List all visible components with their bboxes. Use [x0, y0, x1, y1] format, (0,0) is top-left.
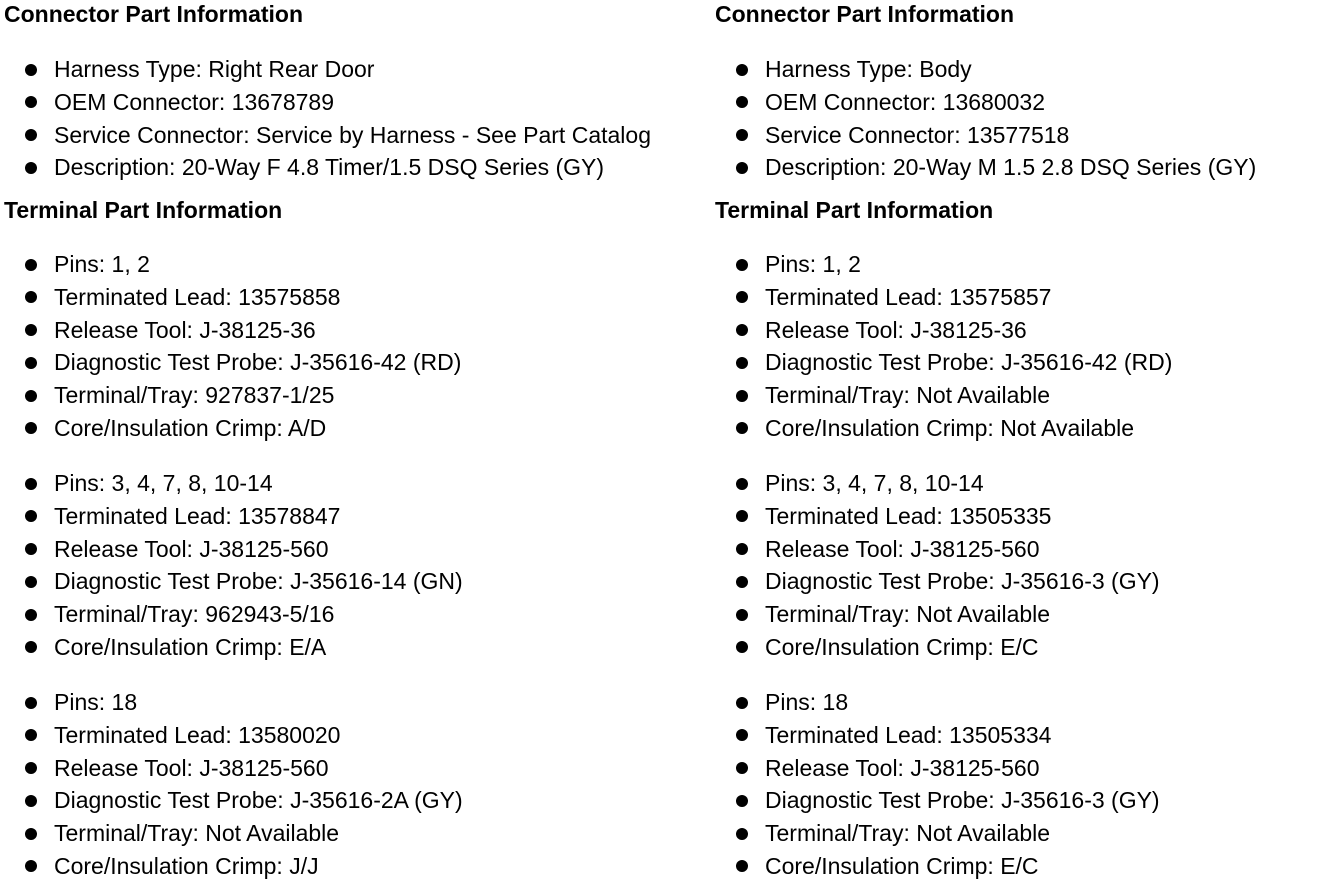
item-text: Pins: 1, 2: [765, 251, 861, 277]
list-item: [715, 379, 1172, 412]
list-item: [4, 850, 463, 883]
terminal-group-list: [4, 467, 463, 664]
list-item: [4, 248, 461, 281]
bullet-icon: [736, 828, 748, 840]
item-text: Pins: 18: [765, 689, 849, 715]
item-text: Release Tool: J-38125-560: [765, 535, 1040, 562]
item-text: Terminated Lead: 13505334: [765, 721, 1052, 748]
list-item: [4, 719, 463, 752]
bullet-icon: [736, 422, 748, 434]
list-item: [715, 412, 1172, 445]
bullet-icon: [736, 324, 748, 336]
list-item: [715, 467, 1160, 500]
item-text: Terminated Lead: 13575858: [54, 283, 341, 310]
item-text: Terminated Lead: 13505335: [765, 502, 1052, 529]
item-text: Diagnostic Test Probe: J-35616-42 (RD): [54, 349, 462, 376]
terminal-part-heading: Terminal Part Information: [4, 197, 283, 223]
terminal-group-list: [715, 686, 1160, 883]
item-text: Terminal/Tray: Not Available: [765, 382, 1051, 409]
item-text: Core/Insulation Crimp: E/A: [54, 633, 327, 660]
item-text: Diagnostic Test Probe: J-35616-2A (GY): [54, 787, 463, 814]
bullet-icon: [25, 697, 37, 709]
bullet-icon: [736, 162, 748, 174]
list-item: [715, 686, 1160, 719]
connector-info-list: [715, 53, 1256, 184]
bullet-icon: [736, 543, 748, 555]
item-text: Release Tool: J-38125-36: [54, 316, 316, 343]
bullet-icon: [25, 390, 37, 402]
item-text: Diagnostic Test Probe: J-35616-14 (GN): [54, 568, 463, 595]
item-text: Terminated Lead: 13580020: [54, 721, 341, 748]
list-item: [715, 86, 1256, 119]
item-text: Core/Insulation Crimp: E/C: [765, 633, 1039, 660]
item-text: Core/Insulation Crimp: A/D: [54, 414, 327, 441]
bullet-icon: [25, 543, 37, 555]
bullet-icon: [25, 162, 37, 174]
item-text: Release Tool: J-38125-560: [765, 754, 1040, 781]
bullet-icon: [736, 697, 748, 709]
bullet-icon: [25, 64, 37, 76]
bullet-icon: [25, 324, 37, 336]
list-item: [715, 119, 1256, 152]
list-item: [4, 119, 651, 152]
item-text: Core/Insulation Crimp: Not Available: [765, 414, 1135, 441]
list-item: [715, 752, 1160, 785]
bullet-icon: [25, 641, 37, 653]
bullet-icon: [25, 291, 37, 303]
bullet-icon: [25, 860, 37, 872]
list-item: [715, 565, 1160, 598]
list-item: [715, 248, 1172, 281]
item-text: Pins: 3, 4, 7, 8, 10-14: [54, 470, 273, 496]
bullet-icon: [736, 729, 748, 741]
list-item: [715, 314, 1172, 347]
list-item: [715, 500, 1160, 533]
list-item: [4, 86, 651, 119]
item-text: Terminal/Tray: 927837-1/25: [54, 382, 335, 409]
list-item: [715, 719, 1160, 752]
item-text: Harness Type: Body: [765, 56, 972, 82]
bullet-icon: [25, 96, 37, 108]
list-item: [715, 281, 1172, 314]
list-item: [4, 314, 461, 347]
list-item: [4, 500, 463, 533]
list-item: [715, 53, 1256, 86]
bullet-icon: [25, 828, 37, 840]
bullet-icon: [25, 422, 37, 434]
item-text: Diagnostic Test Probe: J-35616-3 (GY): [765, 787, 1160, 814]
bullet-icon: [736, 641, 748, 653]
bullet-icon: [736, 762, 748, 774]
item-text: Service Connector: Service by Harness - See Part Catalog: [54, 121, 651, 148]
list-item: [4, 379, 461, 412]
item-text: Pins: 3, 4, 7, 8, 10-14: [765, 470, 984, 496]
item-text: Description: 20-Way M 1.5 2.8 DSQ Series (GY): [765, 154, 1257, 181]
list-item: [715, 151, 1256, 184]
list-item: [715, 346, 1172, 379]
connector-part-heading: Connector Part Information: [4, 1, 304, 27]
list-item: [4, 412, 461, 445]
item-text: OEM Connector: 13678789: [54, 88, 335, 115]
bullet-icon: [736, 291, 748, 303]
terminal-group-list: [4, 686, 463, 883]
bullet-icon: [736, 129, 748, 141]
bullet-icon: [736, 390, 748, 402]
list-item: [4, 784, 463, 817]
item-text: Release Tool: J-38125-560: [54, 754, 329, 781]
bullet-icon: [25, 576, 37, 588]
list-item: [4, 565, 463, 598]
item-text: Terminal/Tray: Not Available: [765, 820, 1051, 847]
list-item: [715, 533, 1160, 566]
item-text: Core/Insulation Crimp: E/C: [765, 852, 1039, 879]
list-item: [4, 752, 463, 785]
list-item: [715, 598, 1160, 631]
item-text: Service Connector: 13577518: [765, 121, 1070, 148]
item-text: Description: 20-Way F 4.8 Timer/1.5 DSQ Series (GY): [54, 154, 605, 181]
bullet-icon: [736, 576, 748, 588]
list-item: [4, 817, 463, 850]
item-text: Pins: 18: [54, 689, 138, 715]
bullet-icon: [736, 860, 748, 872]
list-item: [4, 281, 461, 314]
bullet-icon: [736, 64, 748, 76]
bullet-icon: [25, 510, 37, 522]
item-text: Terminal/Tray: Not Available: [54, 820, 340, 847]
item-text: OEM Connector: 13680032: [765, 88, 1046, 115]
list-item: [4, 533, 463, 566]
list-item: [4, 346, 461, 379]
terminal-group-list: [4, 248, 461, 445]
bullet-icon: [25, 357, 37, 369]
list-item: [715, 850, 1160, 883]
item-text: Terminal/Tray: Not Available: [765, 601, 1051, 628]
item-text: Terminated Lead: 13578847: [54, 502, 341, 529]
terminal-group-list: [715, 248, 1172, 445]
bullet-icon: [736, 357, 748, 369]
bullet-icon: [25, 478, 37, 490]
connector-part-heading: Connector Part Information: [715, 1, 1015, 27]
item-text: Harness Type: Right Rear Door: [54, 56, 375, 82]
terminal-part-heading: Terminal Part Information: [715, 197, 994, 223]
item-text: Terminated Lead: 13575857: [765, 283, 1052, 310]
list-item: [4, 53, 651, 86]
bullet-icon: [736, 609, 748, 621]
list-item: [715, 631, 1160, 664]
list-item: [715, 784, 1160, 817]
list-item: [4, 686, 463, 719]
bullet-icon: [736, 478, 748, 490]
bullet-icon: [25, 129, 37, 141]
list-item: [4, 467, 463, 500]
item-text: Diagnostic Test Probe: J-35616-3 (GY): [765, 568, 1160, 595]
item-text: Diagnostic Test Probe: J-35616-42 (RD): [765, 349, 1173, 376]
bullet-icon: [25, 259, 37, 271]
list-item: [4, 598, 463, 631]
bullet-icon: [25, 762, 37, 774]
connector-info-list: [4, 53, 651, 184]
bullet-icon: [736, 259, 748, 271]
item-text: Terminal/Tray: 962943-5/16: [54, 601, 335, 628]
item-text: Release Tool: J-38125-560: [54, 535, 329, 562]
bullet-icon: [25, 609, 37, 621]
list-item: [715, 817, 1160, 850]
list-item: [4, 631, 463, 664]
item-text: Pins: 1, 2: [54, 251, 150, 277]
list-item: [4, 151, 651, 184]
bullet-icon: [736, 795, 748, 807]
bullet-icon: [25, 729, 37, 741]
item-text: Release Tool: J-38125-36: [765, 316, 1027, 343]
bullet-icon: [736, 96, 748, 108]
terminal-group-list: [715, 467, 1160, 664]
item-text: Core/Insulation Crimp: J/J: [54, 852, 319, 879]
bullet-icon: [736, 510, 748, 522]
bullet-icon: [25, 795, 37, 807]
